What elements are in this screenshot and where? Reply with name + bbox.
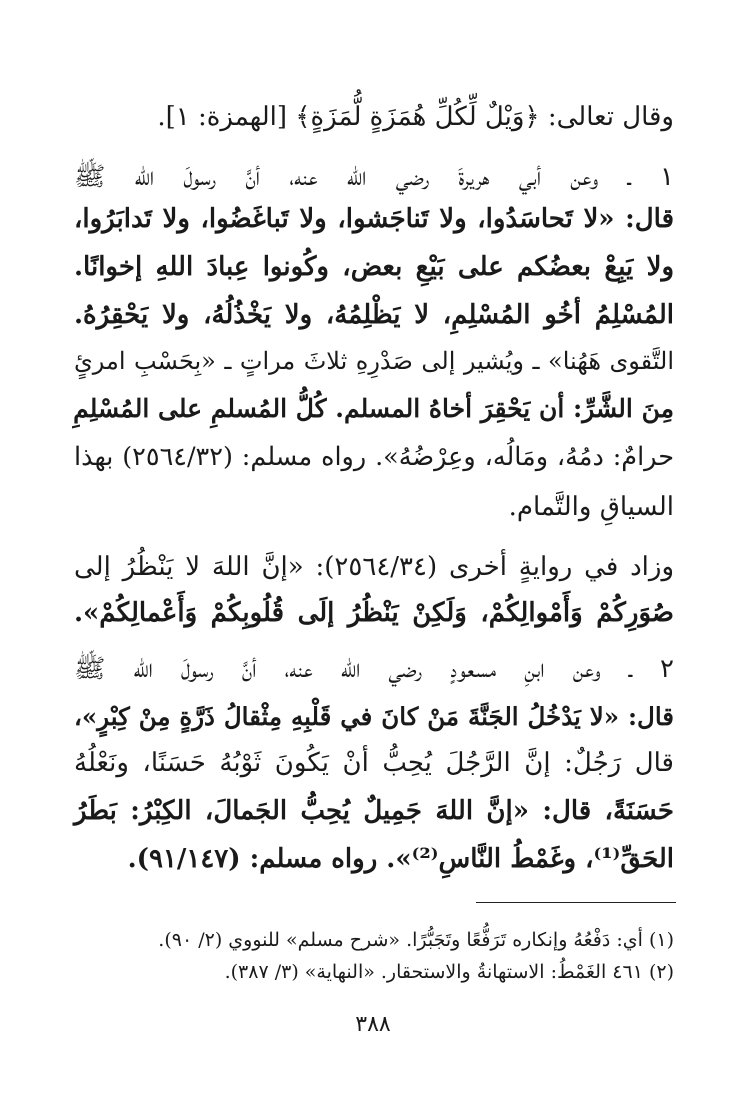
hadith-1-line-3: ولا يَبِعْ بعضُكم على بَيْعِ بعض، وكُونوا عِبادَ اللهِ إخوانًا. bbox=[74, 252, 674, 282]
hadith-1-line-6: مِنَ الشَّرِّ: أن يَحْقِرَ أخاهُ المسلم. كُلُّ المُسلمِ على المُسْلِمِ bbox=[73, 394, 674, 423]
footnote-separator bbox=[476, 902, 676, 903]
hadith-1-line-5: التَّقوى هَهُنا» ـ ويُشير إلى صَدْرِهِ ثلاثَ مراتٍ ـ «بِحَسْبِ امرئٍ bbox=[74, 347, 674, 375]
hadith-2-line-4: حَسَنَةً، قال: «إنَّ اللهَ جَمِيلٌ يُحِبُّ الجَمالَ، الكِبْرُ: بَطَرُ bbox=[74, 796, 674, 826]
hadith-1-line-1: ١ ـ وعن أبي هريرةَ رضي الله عنه، أنَّ رسولَ الله ﷺ bbox=[74, 162, 674, 192]
page-number: ٣٨٨ bbox=[355, 1012, 391, 1037]
hadith-1-line-8: السياقِ والتَّمام. bbox=[508, 492, 674, 522]
hadith-1-line-4: المُسْلِمُ أخُو المُسْلِمِ، لا يَظْلِمُهُ، ولا يَخْذُلُهُ، ولا يَحْقِرُهُ. bbox=[74, 300, 674, 330]
footnote-1: (١) أي: دَفْعُهُ وإنكاره تَرَفُّعًا وتَجَبُّرًا. «شرح مسلم» للنووي (٢/ ٩٠). bbox=[158, 929, 674, 951]
hadith-2-line-3: قال رَجُلٌ: إنَّ الرَّجُلَ يُحِبُّ أنْ يَكُونَ ثَوْبُهُ حَسَنًا، ونَعْلُهُ bbox=[74, 748, 674, 778]
addition-line-2: صُوَرِكُمْ وَأَمْوالِكُمْ، وَلَكِنْ يَنْظُرُ إلَى قُلُوبِكُمْ وَأَعْمالِكُمْ». bbox=[74, 598, 674, 628]
hadith-2-line-1: ٢ ـ وعن ابنِ مسعودٍ رضي الله عنه، أنَّ رسولَ الله ﷺ bbox=[74, 654, 674, 684]
hadith-1-line-7: حرامٌ: دمُهُ، ومَالُه، وعِرْضُهُ». رواه مسلم: (٢٥٦٤/٣٢) بهذا bbox=[74, 442, 675, 472]
footnote-2: (٢) ٤٦١ الغَمْطُ: الاستهانةُ والاستحقار. «النهاية» (٣/ ٣٨٧). bbox=[224, 961, 674, 983]
hadith-2-line-2: قال: «لا يَدْخُلُ الجَنَّةَ مَنْ كانَ في قَلْبِهِ مِثْقالُ ذَرَّةٍ مِنْ كِبْرٍ»، bbox=[74, 702, 674, 731]
hadith-1-line-2: قال: «لا تَحاسَدُوا، ولا تَناجَشوا، ولا تَباغَضُوا، ولا تَدابَرُوا، bbox=[74, 204, 674, 234]
verse-line: وقال تعالى: ﴿وَيْلٌ لِّكُلِّ هُمَزَةٍ لُّمَزَةٍ﴾ [الهمزة: ١]. bbox=[157, 102, 674, 132]
addition-line-1: وزاد في روايةٍ أخرى (٢٥٦٤/٣٤): «إنَّ اللهَ لا يَنْظُرُ إلى bbox=[74, 552, 675, 582]
hadith-2-line-5: الحَقِّ⁽¹⁾، وغَمْطُ النَّاسِ⁽²⁾». رواه مسلم: (٩١/١٤٧). bbox=[127, 844, 674, 874]
